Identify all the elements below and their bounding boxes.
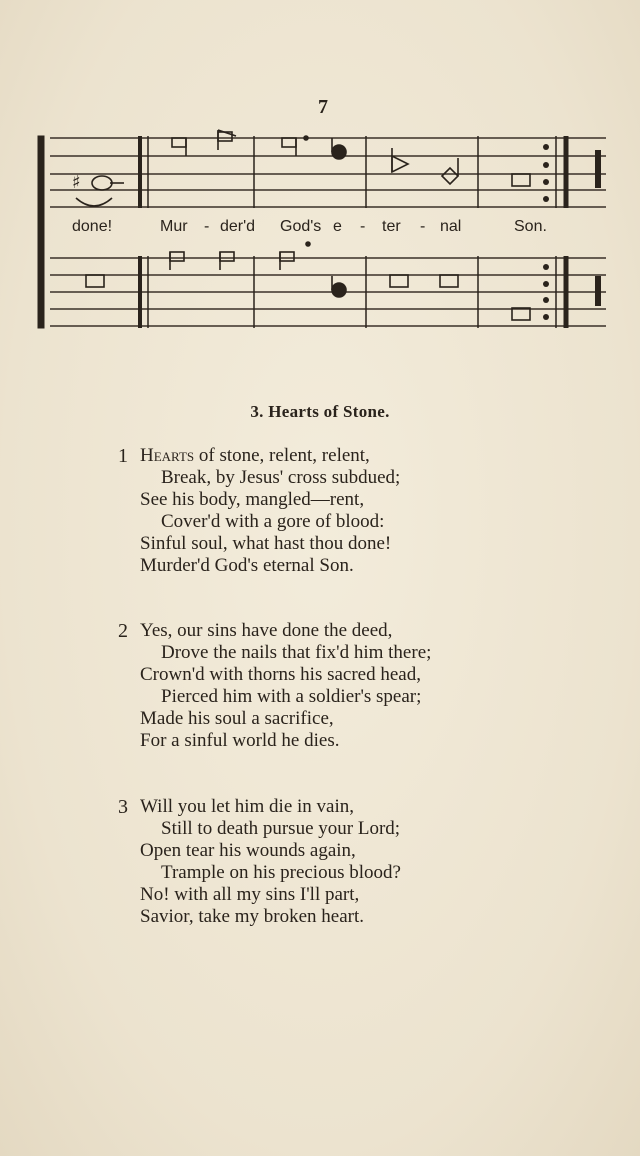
verse-line: Trample on his precious blood?	[161, 862, 401, 883]
verse-line: For a sinful world he dies.	[140, 730, 340, 751]
svg-text:♯: ♯	[72, 172, 81, 193]
verse-line: No! with all my sins I'll part,	[140, 884, 360, 905]
verse-line: Murder'd God's eternal Son.	[140, 555, 354, 576]
verse-line: Will you let him die in vain,	[140, 796, 355, 817]
verse-line: See his body, mangled—rent,	[140, 489, 365, 510]
verse-line: Drove the nails that fix'd him there;	[161, 642, 432, 663]
verse-line: Cover'd with a gore of blood:	[161, 511, 385, 532]
verse-number: 2	[118, 620, 128, 642]
verse-line: Savior, take my broken heart.	[140, 906, 365, 927]
lyric-syllable: ter	[382, 218, 401, 235]
system-bracket	[38, 136, 44, 328]
verse-line: Open tear his wounds again,	[140, 840, 356, 861]
notes-lower	[86, 242, 530, 320]
lyric-syllable: Son.	[514, 218, 547, 235]
verse-line: Made his soul a sacrifice,	[140, 708, 334, 729]
verse-line: Break, by Jesus' cross subdued;	[161, 467, 401, 488]
lyric-syllable: Mur	[160, 218, 188, 235]
staff-upper	[50, 138, 606, 207]
page-number: 7	[318, 96, 328, 118]
verse-line: Pierced him with a soldier's spear;	[161, 686, 422, 707]
verse-line: Sinful soul, what hast thou done!	[140, 533, 392, 554]
lyric-syllable: nal	[440, 218, 462, 235]
hymn-title: 3. Hearts of Stone.	[250, 402, 390, 421]
verse-line-text: of stone, relent, relent,	[194, 445, 370, 466]
verse-line	[140, 445, 370, 467]
verse-line: Yes, our sins have done the deed,	[140, 620, 393, 641]
verse-first-word: Hearts	[140, 445, 195, 466]
verse-line: Crown'd with thorns his sacred head,	[140, 664, 421, 685]
lyric-syllable: done!	[72, 218, 113, 235]
lyric-syllable: -	[360, 218, 366, 235]
lyric-syllable: -	[204, 218, 210, 235]
lyric-syllable: e	[333, 218, 342, 235]
verse-line: Still to death pursue your Lord;	[161, 818, 401, 839]
lyric-syllable: God's	[280, 218, 322, 235]
verse-number: 3	[118, 796, 128, 818]
lyric-syllable: -	[420, 218, 426, 235]
staff-lower	[50, 258, 606, 326]
lyric-syllable: der'd	[220, 218, 256, 235]
verse-number: 1	[118, 445, 128, 467]
